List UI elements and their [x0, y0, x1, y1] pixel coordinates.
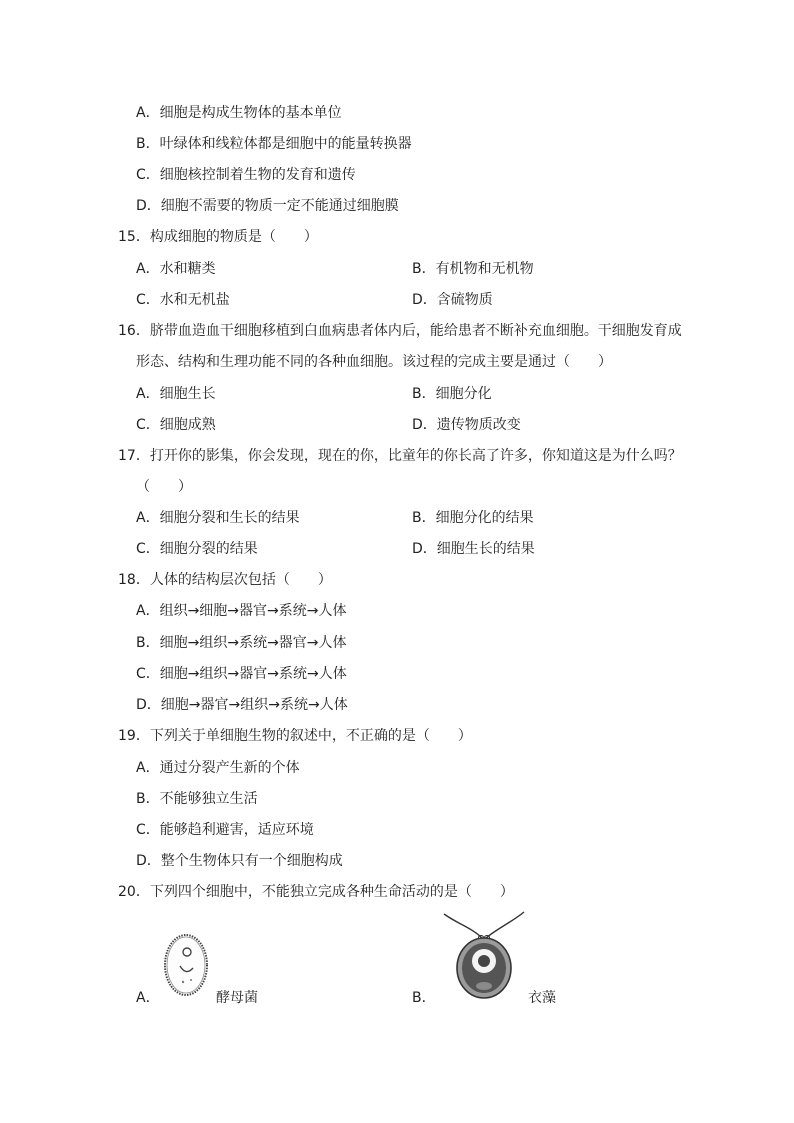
q18-option-b: B．细胞→组织→系统→器官→人体: [136, 635, 347, 651]
q15-stem: 15．构成细胞的物质是（ ）: [118, 229, 318, 245]
q14-option-c: C．细胞核控制着生物的发育和遗传: [136, 167, 356, 183]
q18-option-d: D．细胞→器官→组织→系统→人体: [136, 697, 348, 713]
q14-option-b: B．叶绿体和线粒体都是细胞中的能量转换器: [136, 136, 412, 152]
q17-stem-line1: 17．打开你的影集，你会发现，现在的你，比童年的你长高了许多，你知道这是为什么吗？: [118, 448, 682, 464]
q15-option-c: C．水和无机盐: [136, 292, 230, 308]
q15-option-d: D．含硫物质: [412, 292, 493, 308]
q20-option-b-letter: B．: [412, 990, 436, 1006]
q17-stem-line2: （ ）: [136, 479, 192, 495]
q16-option-b: B．细胞分化: [412, 386, 492, 402]
q16-option-d: D．遗传物质改变: [412, 417, 521, 433]
chlamydomonas-cell-illustration: [436, 906, 532, 1006]
q18-stem: 18．人体的结构层次包括（ ）: [118, 572, 332, 588]
q14-option-d: D．细胞不需要的物质一定不能通过细胞膜: [136, 198, 399, 214]
yeast-cell-illustration: [160, 930, 216, 1002]
q20-option-a-letter: A．: [136, 990, 160, 1006]
q16-stem-line2: 形态、结构和生理功能不同的各种血细胞。该过程的完成主要是通过（ ）: [136, 354, 612, 370]
q14-option-a: A．细胞是构成生物体的基本单位: [136, 105, 342, 121]
q15-option-a: A．水和糖类: [136, 261, 216, 277]
q18-option-c: C．细胞→组织→器官→系统→人体: [136, 666, 347, 682]
q16-stem-line1: 16．脐带血造血干细胞移植到白血病患者体内后，能给患者不断补充血细胞。干细胞发育成: [118, 323, 682, 339]
q19-stem: 19．下列关于单细胞生物的叙述中，不正确的是（ ）: [118, 728, 472, 744]
q17-option-c: C．细胞分裂的结果: [136, 541, 258, 557]
q18-option-a: A．组织→细胞→器官→系统→人体: [136, 603, 347, 619]
q16-option-a: A．细胞生长: [136, 386, 216, 402]
q16-option-c: C．细胞成熟: [136, 417, 216, 433]
q19-option-a: A．通过分裂产生新的个体: [136, 760, 300, 776]
q20-stem: 20．下列四个细胞中，不能独立完成各种生命活动的是（ ）: [118, 884, 514, 900]
q17-option-b: B．细胞分化的结果: [412, 510, 534, 526]
q19-option-c: C．能够趋利避害，适应环境: [136, 822, 314, 838]
q17-option-d: D．细胞生长的结果: [412, 541, 535, 557]
q17-option-a: A．细胞分裂和生长的结果: [136, 510, 300, 526]
q20-option-a-name: 酵母菌: [216, 990, 258, 1006]
q15-option-b: B．有机物和无机物: [412, 261, 534, 277]
q19-option-d: D．整个生物体只有一个细胞构成: [136, 853, 343, 869]
q20-option-b-name: 衣藻: [528, 990, 556, 1006]
q19-option-b: B．不能够独立生活: [136, 791, 258, 807]
